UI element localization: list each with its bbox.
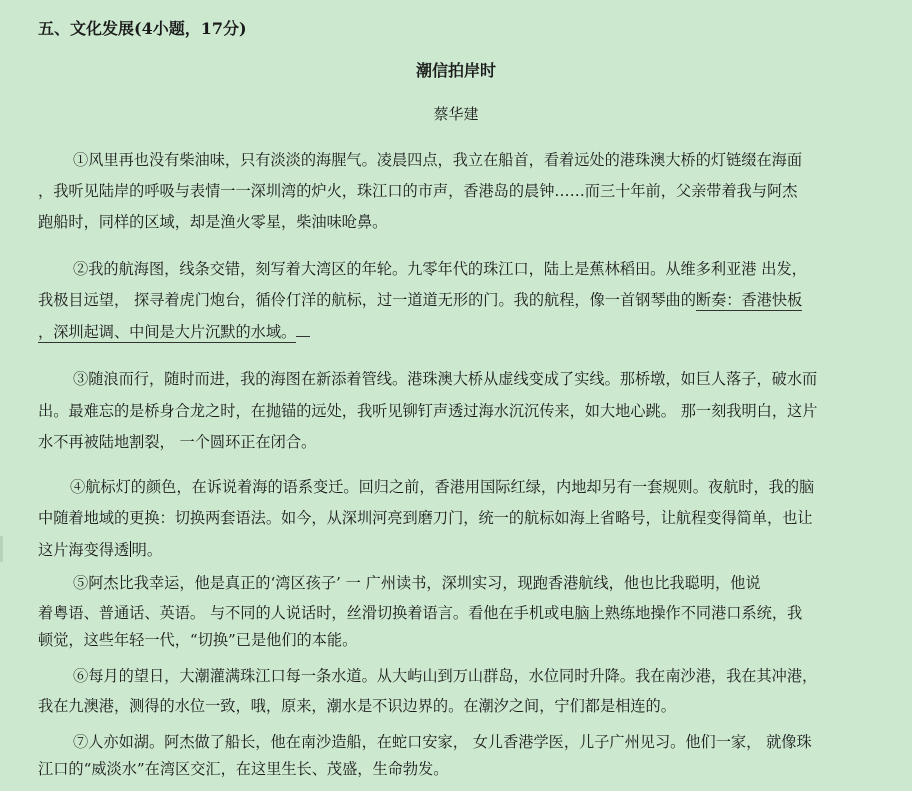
paragraph-1-line-2: ，我听见陆岸的呼吸与表情一一深圳湾的炉火，珠江口的市声，香港岛的晨钟……而三十年前，父亲带着我与阿杰 bbox=[38, 182, 798, 200]
paragraph-2-line-2-text: 我极目远望， 探寻着虎门炮台，循伶仃洋的航标，过一道道无形的门。我的航程，像一首钢琴曲的 bbox=[38, 291, 696, 309]
paragraph-4-line-3 bbox=[38, 540, 162, 560]
paragraph-6-line-2: 我在九澳港，测得的水位一致，哦，原来，潮水是不识边界的。在潮汐之间，宁们都是相连的。 bbox=[38, 697, 676, 715]
paragraph-3-line-2: 出。最难忘的是桥身合龙之时，在抛锚的远处，我听见铆钉声透过海水沉沉传来，如大地心跳。 那一刻我明白，这片 bbox=[38, 402, 818, 420]
paragraph-1-line-1: ①风里再也没有柴油味，只有淡淡的海腥气。凌晨四点，我立在船首，看着远处的港珠澳大桥的灯链缀在海面 bbox=[73, 151, 802, 169]
paragraph-2-line-2 bbox=[38, 290, 802, 310]
left-margin-marker bbox=[0, 536, 3, 562]
paragraph-7-line-1: ⑦人亦如湖。阿杰做了船长，他在南沙造船，在蛇口安家， 女儿香港学医，儿子广州见习。他们一家， 就像珠 bbox=[73, 733, 812, 751]
paragraph-6-line-1: ⑥每月的望日，大潮灌满珠江口每一条水道。从大屿山到万山群岛，水位同时升降。我在南沙港，我在其冲港， bbox=[73, 667, 818, 685]
paragraph-3-line-3: 水不再被陆地割裂， 一个圆环正在闭合。 bbox=[38, 433, 317, 451]
paragraph-7-line-2: 江口的“威淡水”在湾区交汇，在这里生长、茂盛，生命勃发。 bbox=[38, 760, 449, 778]
paragraph-4-line-1: ④航标灯的颜色，在诉说着海的语系变迁。回归之前，香港用国际红绿，内地却另有一套规则。夜航时，我的脑 bbox=[70, 478, 815, 496]
paragraph-5-line-3: 顿觉，这些年轻一代，“切换”已是他们的本能。 bbox=[38, 631, 358, 649]
paragraph-1-line-3: 跑船时，同样的区域，却是渔火零星，柴油味呛鼻。 bbox=[38, 213, 388, 231]
paragraph-2-line-1: ②我的航海图，线条交错，刻写着大湾区的年轮。九零年代的珠江口，陆上是蕉林稻田。从维多利亚港 出发， bbox=[73, 260, 807, 278]
section-heading: 五、文化发展(4小题，17分) bbox=[38, 19, 247, 38]
paragraph-3-line-1: ③随浪而行，随时而进，我的海图在新添着管线。港珠澳大桥从虚线变成了实线。那桥墩，如巨人落子，破水而 bbox=[73, 370, 818, 388]
paragraph-4-line-3-text: 这片海变得透 bbox=[38, 541, 130, 559]
paragraph-5-line-1: ⑤阿杰比我幸运，他是真正的‘湾区孩子’ 一 广州读书，深圳实习，现跑香港航线，他也比我聪明，他说 bbox=[73, 574, 761, 592]
article-title: 潮信拍岸时 bbox=[415, 61, 496, 80]
underline-tail bbox=[296, 335, 310, 337]
paragraph-4-line-3-end: 明。 bbox=[131, 541, 162, 559]
paragraph-4-line-2: 中随着地域的更换：切换两套语法。如今，从深圳河亮到磨刀门，统一的航标如海上省略号，让航程变得简单，也让 bbox=[38, 509, 813, 527]
underlined-phrase-continued: ，深圳起调、中间是大片沉默的水域。 bbox=[38, 323, 297, 341]
paragraph-5-line-2: 着粤语、普通话、英语。 与不同的人说话时，丝滑切换着语言。看他在手机或电脑上熟练地操作不同港口系统，我 bbox=[38, 604, 803, 622]
underlined-phrase: 断奏：香港快板 bbox=[695, 291, 803, 309]
paragraph-2-line-3 bbox=[38, 322, 310, 342]
article-author: 蔡华建 bbox=[433, 105, 479, 123]
